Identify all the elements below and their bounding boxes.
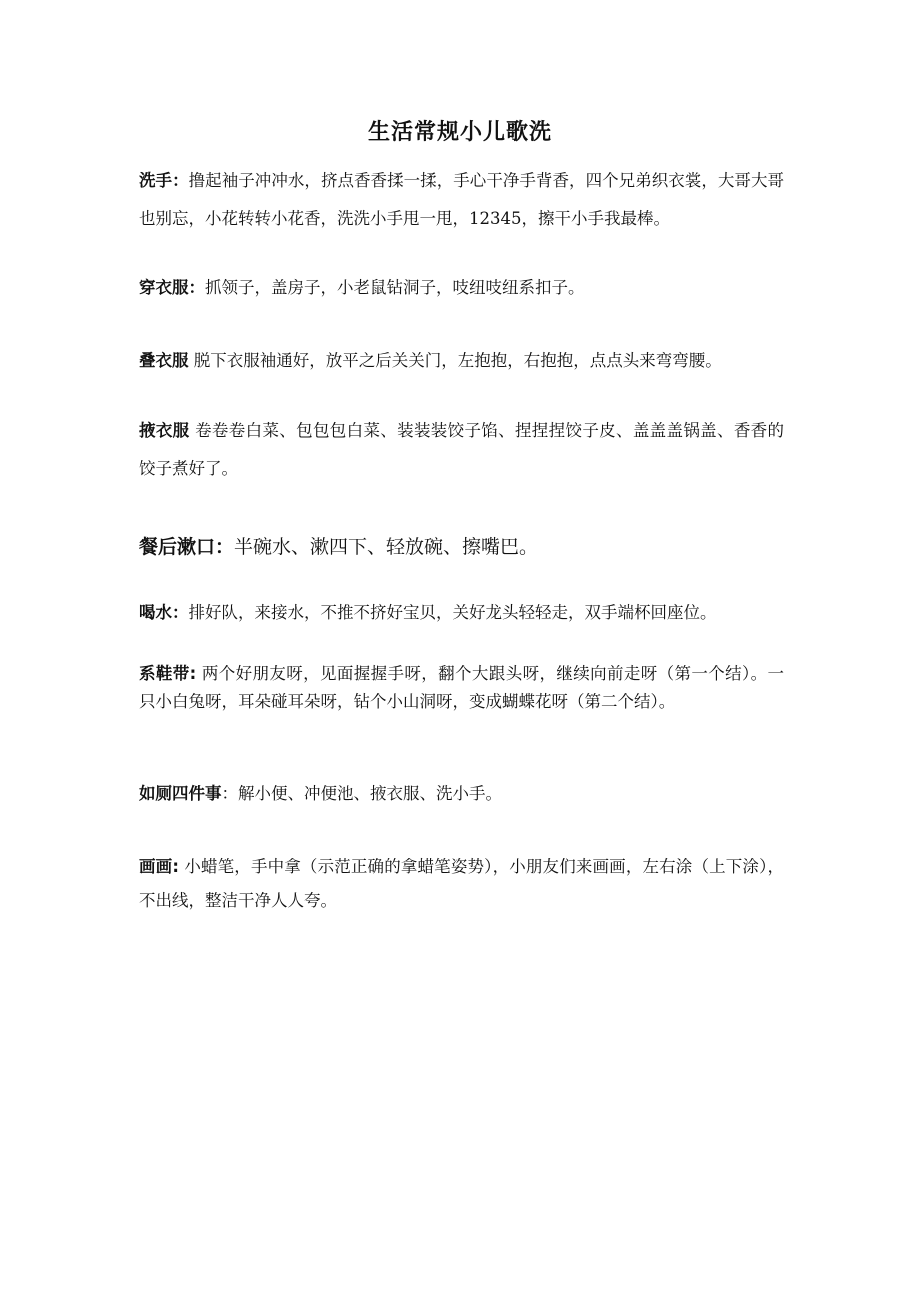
page-title: 生活常规小儿歌洗 [367, 120, 552, 145]
section-label: 画画: [139, 857, 179, 876]
section-text: 排好队，来接水，不推不挤好宝贝，关好龙头轻轻走，双手端杯回座位。 [188, 603, 717, 622]
section-drink-water [139, 598, 784, 628]
section-text: 脱下衣服袖通好，放平之后关关门，左抱抱，右抱抱，点点头来弯弯腰。 [188, 351, 722, 370]
section-text: 两个好朋友呀，见面握握手呀，翻个大跟头呀，继续向前走呀（第一个结）。一只小白兔呀，耳朵碰耳朵呀，钻个小山洞呀，变成蝴蝶花呀（第二个结）。 [139, 664, 784, 711]
section-tuck-clothes [139, 412, 784, 488]
section-toilet [139, 779, 784, 809]
section-label: 如厕四件事 [139, 784, 222, 803]
section-fold-clothes [139, 342, 784, 380]
section-label: 叠衣服 [139, 351, 189, 370]
section-label: 系鞋带: [139, 664, 197, 683]
section-text: 抓领子，盖房子，小老鼠钻洞子，吱纽吱纽系扣子。 [205, 278, 585, 297]
section-text: 半碗水、漱四下、轻放碗、擦嘴巴。 [234, 536, 539, 558]
section-text: 小蜡笔，手中拿（示范正确的拿蜡笔姿势），小朋友们来画画，左右涂（上下涂），不出线，整洁干净人人夸。 [139, 857, 784, 910]
section-text: ：解小便、冲便池、掖衣服、洗小手。 [221, 784, 502, 803]
section-label: 洗手： [139, 171, 189, 190]
section-label: 喝水： [139, 603, 189, 622]
section-label: 穿衣服： [139, 278, 205, 297]
section-wash-hands [139, 162, 784, 238]
section-text: 撸起袖子冲冲水，挤点香香揉一揉，手心干净手背香，四个兄弟织衣裳，大哥大哥也别忘，小花转转小花香，洗洗小手甩一甩，12345，擦干小手我最棒。 [139, 171, 785, 228]
section-label: 餐后漱口： [139, 536, 235, 558]
section-drawing [139, 850, 784, 918]
section-text: 卷卷卷白菜、包包包白菜、装装装饺子馅、捏捏捏饺子皮、盖盖盖锅盖、香香的饺子煮好了。 [139, 421, 785, 478]
section-rinse-mouth [139, 532, 784, 562]
section-put-on-clothes [139, 269, 784, 307]
section-tie-shoelaces [139, 660, 784, 716]
section-label: 掖衣服 [139, 421, 190, 440]
